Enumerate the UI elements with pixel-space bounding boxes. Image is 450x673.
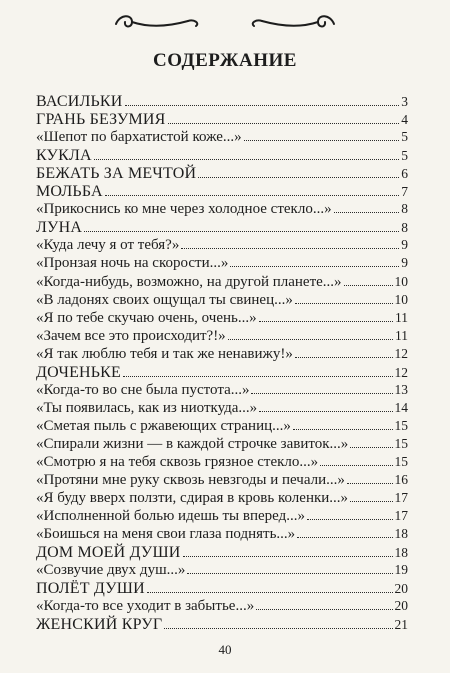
- toc-entry-title: КУКЛА: [36, 147, 92, 165]
- dot-leader: [293, 419, 393, 430]
- toc-entry[interactable]: [36, 508, 408, 526]
- dot-leader: [350, 437, 392, 448]
- toc-entry-page: 5: [401, 129, 408, 145]
- toc-entry-page: 11: [395, 309, 408, 325]
- toc-entry[interactable]: [36, 490, 408, 508]
- toc-entry-title: «Куда лечу я от тебя?»: [36, 237, 180, 254]
- toc-entry[interactable]: [36, 147, 408, 165]
- toc-entry-title: БЕЖАТЬ ЗА МЕЧТОЙ: [36, 165, 197, 183]
- toc-entry-title: «Сметая пыль с ржавеющих страниц...»: [36, 417, 291, 434]
- toc-entry-title: «Когда-то все уходит в забытье...»: [36, 598, 255, 615]
- toc-entry[interactable]: [36, 219, 408, 237]
- toc-entry[interactable]: [36, 472, 408, 490]
- dot-leader: [147, 582, 393, 593]
- toc-entry[interactable]: [36, 328, 408, 346]
- toc-entry[interactable]: [36, 364, 408, 382]
- toc-entry[interactable]: [36, 255, 408, 273]
- toc-entry-page: 21: [394, 617, 408, 633]
- dot-leader: [350, 491, 392, 502]
- toc-entry-title: ДОМ МОЕЙ ДУШИ: [36, 544, 181, 562]
- toc-entry-title: ПОЛЁТ ДУШИ: [36, 580, 145, 598]
- dot-leader: [347, 473, 393, 484]
- dot-leader: [123, 366, 392, 377]
- toc-entry-title: ГРАНЬ БЕЗУМИЯ: [36, 111, 166, 129]
- toc-entry[interactable]: [36, 93, 408, 111]
- toc-entry-page: 13: [394, 381, 408, 397]
- dot-leader: [84, 221, 399, 232]
- toc-entry-page: 15: [394, 435, 408, 451]
- toc-entry[interactable]: [36, 292, 408, 310]
- toc-entry[interactable]: [36, 129, 408, 147]
- toc-entry-title: «В ладонях своих ощущал ты свинец...»: [36, 291, 293, 308]
- toc-entry[interactable]: [36, 382, 408, 400]
- toc-entry[interactable]: [36, 346, 408, 364]
- toc-entry-title: «Пронзая ночь на скорости...»: [36, 255, 229, 272]
- toc-entry[interactable]: [36, 580, 408, 598]
- toc-entry[interactable]: [36, 598, 408, 616]
- toc-entry-page: 15: [394, 454, 408, 469]
- toc-entry-page: 19: [394, 562, 408, 578]
- toc-entry[interactable]: [36, 400, 408, 418]
- toc-entry[interactable]: [36, 436, 408, 454]
- toc-entry-page: 4: [401, 112, 408, 128]
- toc-entry-page: 5: [401, 148, 408, 164]
- dot-leader: [334, 202, 400, 213]
- toc-entry-title: «Я по тебе скучаю очень, очень...»: [36, 309, 257, 326]
- toc-entry-title: ЛУНА: [36, 219, 83, 237]
- toc-entry-page: 10: [394, 273, 408, 289]
- toc-entry[interactable]: [36, 111, 408, 129]
- dot-leader: [259, 401, 392, 412]
- dot-leader: [320, 455, 392, 466]
- toc-entry-page: 20: [394, 581, 408, 597]
- dot-leader: [164, 618, 392, 629]
- toc-entry-page: 12: [394, 345, 408, 361]
- toc-entry-page: 9: [401, 237, 408, 253]
- toc-entry-page: 16: [394, 472, 408, 488]
- dot-leader: [297, 527, 392, 538]
- toc-entry-title: «Созвучие двух душ...»: [36, 562, 186, 579]
- toc-entry-page: 9: [401, 255, 408, 271]
- toc-entry[interactable]: [36, 237, 408, 255]
- toc-entry[interactable]: [36, 183, 408, 201]
- toc-entry-title: «Прикоснись ко мне через холодное стекло...»: [36, 201, 332, 218]
- toc-entry[interactable]: [36, 562, 408, 580]
- toc-entry[interactable]: [36, 418, 408, 436]
- toc-entry-page: 18: [394, 526, 408, 542]
- dot-leader: [344, 275, 393, 286]
- toc-entry-title: «Спирали жизни — в каждой строчке завиток...»: [36, 435, 349, 452]
- toc-entry-page: 18: [394, 545, 408, 561]
- toc-entry-title: МОЛЬБА: [36, 183, 103, 201]
- dot-leader: [187, 563, 392, 574]
- dot-leader: [183, 546, 393, 557]
- dot-leader: [181, 238, 399, 249]
- toc-entry-page: 20: [394, 598, 408, 614]
- dot-leader: [259, 311, 393, 322]
- toc-entry-title: «Боишься на меня свои глаза поднять...»: [36, 526, 296, 543]
- dot-leader: [295, 347, 393, 358]
- toc-entry[interactable]: [36, 165, 408, 183]
- toc-entry[interactable]: [36, 526, 408, 544]
- toc-entry-page: 10: [394, 291, 408, 307]
- toc-entry-title: «Смотрю я на тебя сквозь грязное стекло...»: [36, 454, 319, 470]
- dot-leader: [295, 293, 393, 304]
- dot-leader: [251, 383, 392, 394]
- dot-leader: [168, 113, 400, 124]
- toc-entry-title: «Исполненной болью идешь ты вперед...»: [36, 508, 305, 525]
- toc-entry-title: «Когда-нибудь, возможно, на другой планете...»: [36, 273, 342, 290]
- toc-entry[interactable]: [36, 544, 408, 562]
- dot-leader: [198, 167, 399, 178]
- dot-leader: [125, 95, 400, 106]
- toc-entry[interactable]: [36, 310, 408, 328]
- toc-entry-page: 8: [401, 201, 408, 217]
- toc-entry[interactable]: [36, 274, 408, 292]
- page-number: 40: [218, 642, 232, 657]
- toc-entry-title: «Я так люблю тебя и так же ненавижу!»: [36, 345, 293, 362]
- toc-entry-title: ДОЧЕНЬКЕ: [36, 363, 122, 381]
- dot-leader: [307, 509, 393, 520]
- toc-entry-page: 17: [394, 490, 408, 506]
- toc-entry-title: «Протяни мне руку сквозь невзгоды и печали...»: [36, 472, 345, 489]
- toc-entry-page: 3: [401, 94, 408, 109]
- toc-entry-page: 6: [401, 166, 408, 182]
- toc-entry-page: 11: [395, 327, 408, 343]
- dot-leader: [105, 185, 399, 196]
- toc-entry[interactable]: [36, 616, 408, 634]
- toc-entry-title: «Ты появилась, как из ниоткуда...»: [36, 399, 258, 416]
- toc-entry-page: 8: [401, 220, 408, 236]
- toc-entry-page: 17: [394, 508, 408, 524]
- toc-entry-page: 7: [401, 184, 408, 200]
- toc-entry-title: ЖЕНСКИЙ КРУГ: [36, 616, 163, 634]
- toc-entry[interactable]: [36, 454, 408, 472]
- dot-leader: [230, 256, 399, 267]
- toc-entry-title: «Зачем все это происходит?!»: [36, 327, 226, 344]
- dot-leader: [256, 599, 392, 610]
- toc-entry-page: 14: [394, 399, 408, 415]
- toc-entry-title: «Когда-то во сне была пустота...»: [36, 381, 250, 398]
- dot-leader: [94, 149, 399, 160]
- toc-entry-title: «Я буду вверх ползти, сдирая в кровь коленки...»: [36, 490, 349, 507]
- toc-entry-title: ВАСИЛЬКИ: [36, 93, 123, 110]
- toc-entry[interactable]: [36, 201, 408, 219]
- ornament-divider-icon: [110, 8, 340, 36]
- dot-leader: [244, 130, 400, 141]
- page-title: СОДЕРЖАНИЕ: [153, 50, 297, 71]
- toc-entry-page: 15: [394, 417, 408, 433]
- dot-leader: [228, 329, 393, 340]
- toc-entry-page: 12: [394, 364, 408, 380]
- toc-entry-title: «Шепот по бархатистой коже...»: [36, 129, 242, 146]
